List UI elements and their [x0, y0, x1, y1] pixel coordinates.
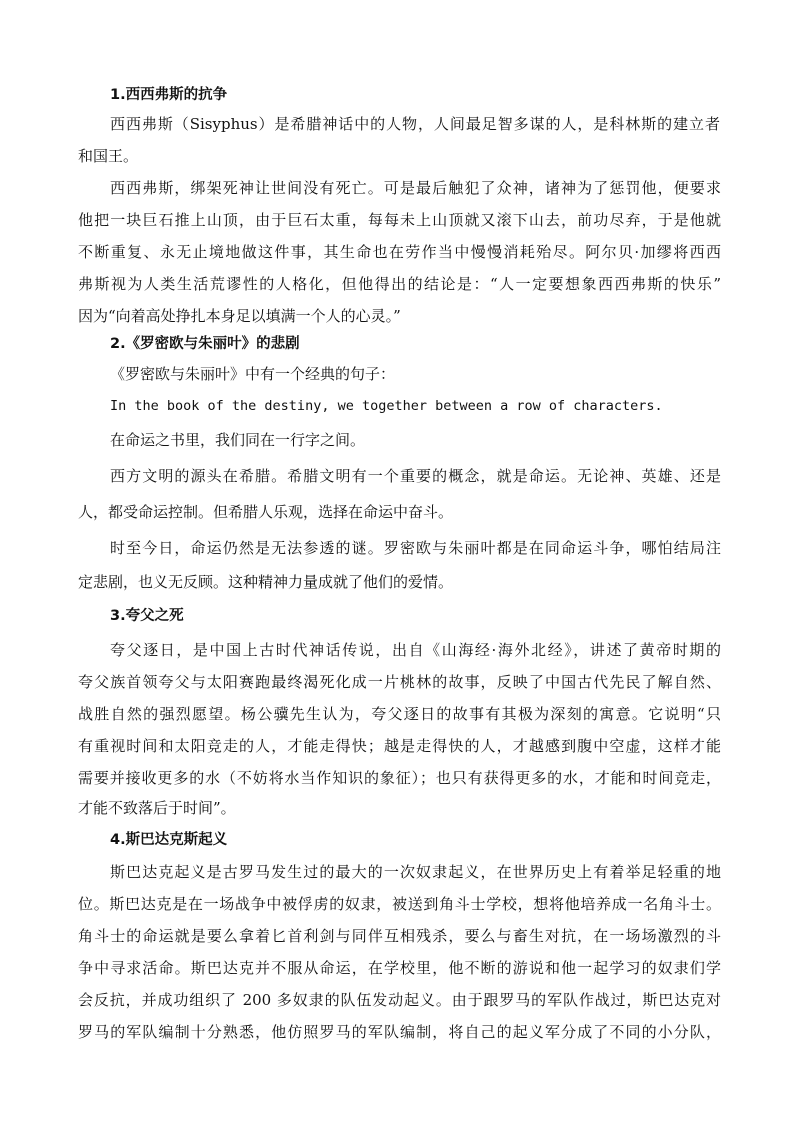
paragraph-line: 会反抗，并成功组织了 200 多奴隶的队伍发动起义。由于跟罗马的军队作战过，斯巴达克对 [78, 991, 721, 1009]
paragraph-line: 西方文明的源头在希腊。希腊文明有一个重要的概念，就是命运。无论神、英雄、还是 [110, 467, 721, 485]
paragraph-line: 斯巴达克起义是古罗马发生过的最大的一次奴隶起义，在世界历史上有着举足轻重的地 [110, 863, 721, 881]
paragraph-line: 才能不致落后于时间”。 [78, 799, 236, 817]
paragraph-line: 时至今日，命运仍然是无法参透的谜。罗密欧与朱丽叶都是在同命运斗争，哪怕结局注 [110, 539, 721, 557]
paragraph-line: 夸父逐日，是中国上古时代神话传说，出自《山海经·海外北经》，讲述了黄帝时期的 [110, 641, 721, 659]
paragraph-line: 不断重复、永无止境地做这件事，其生命也在劳作当中慢慢消耗殆尽。阿尔贝·加缪将西西 [78, 243, 721, 261]
paragraph-line: 战胜自然的强烈愿望。杨公骥先生认为，夸父逐日的故事有其极为深刻的寓意。它说明“只 [78, 705, 721, 723]
paragraph-line: 因为“向着高处挣扎本身足以填满一个人的心灵。” [78, 307, 401, 325]
paragraph-line: 定悲剧，也义无反顾。这种精神力量成就了他们的爱情。 [78, 573, 454, 591]
section-heading: 3.夸父之死 [110, 608, 184, 624]
paragraph-line: 争中寻求活命。斯巴达克并不服从命运，在学校里，他不断的游说和他一起学习的奴隶们学 [78, 959, 721, 977]
paragraph-line: 和国王。 [78, 147, 139, 165]
paragraph-line: 罗马的军队编制十分熟悉，他仿照罗马的军队编制，将自己的起义军分成了不同的小分队， [78, 1023, 721, 1041]
paragraph-line: 西西弗斯，绑架死神让世间没有死亡。可是最后触犯了众神，诸神为了惩罚他，便要求 [110, 179, 721, 197]
paragraph-line: 角斗士的命运就是要么拿着匕首利剑与同伴互相残杀，要么与畜生对抗，在一场场激烈的斗 [78, 927, 721, 945]
section-heading: 1.西西弗斯的抗争 [110, 87, 228, 103]
section-heading: 4.斯巴达克斯起义 [110, 832, 228, 848]
paragraph-line: 弗斯视为人类生活荒谬性的人格化，但他得出的结论是：“人一定要想象西西弗斯的快乐” [78, 275, 721, 293]
paragraph-line: 有重视时间和太阳竞走的人，才能走得快；越是走得快的人，才越感到腹中空虚，这样才能 [78, 737, 721, 755]
paragraph-line: 需要并接收更多的水（不妨将水当作知识的象征）；也只有获得更多的水，才能和时间竞走， [78, 769, 721, 787]
section-heading: 2.《罗密欧与朱丽叶》的悲剧 [110, 336, 300, 352]
english-quote: In the book of the destiny, we together between a row of characters. [110, 398, 663, 414]
paragraph-line: 人，都受命运控制。但希腊人乐观，选择在命运中奋斗。 [78, 503, 454, 521]
paragraph-line: 夸父族首领夸父与太阳赛跑最终渴死化成一片桃林的故事，反映了中国古代先民了解自然、 [78, 673, 721, 691]
paragraph-line: 《罗密欧与朱丽叶》中有一个经典的句子： [110, 365, 396, 383]
paragraph-line: 位。斯巴达克是在一场战争中被俘虏的奴隶，被送到角斗士学校，想将他培养成一名角斗士。 [78, 895, 721, 913]
paragraph-line: 在命运之书里，我们同在一行字之间。 [110, 431, 366, 449]
paragraph-line: 西西弗斯（Sisyphus）是希腊神话中的人物，人间最足智多谋的人，是科林斯的建立者 [110, 115, 720, 133]
paragraph-line: 他把一块巨石推上山顶，由于巨石太重，每每未上山顶就又滚下山去，前功尽弃，于是他就 [78, 211, 721, 229]
